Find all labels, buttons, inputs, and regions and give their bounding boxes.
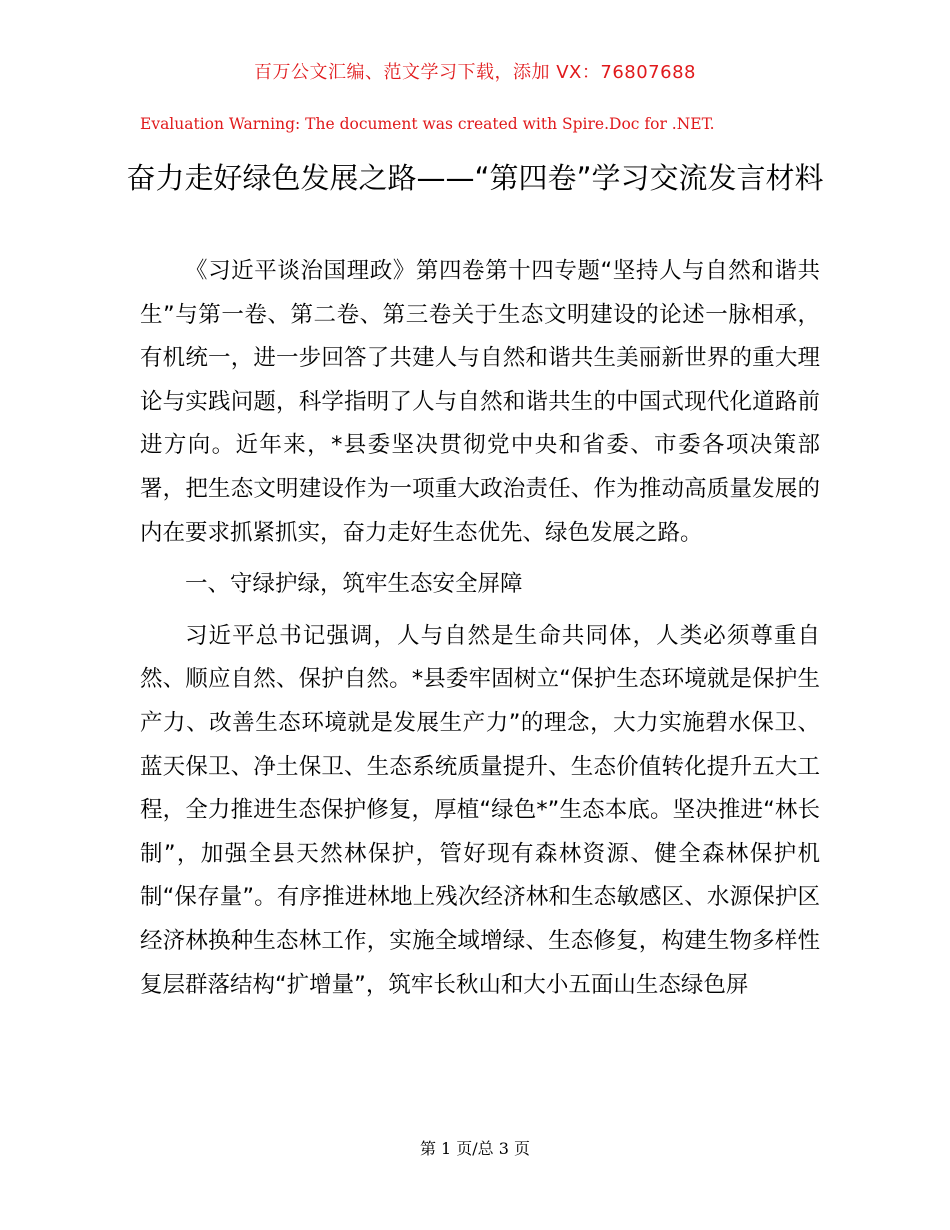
evaluation-warning: Evaluation Warning: The document was created with Spire.Doc for .NET. — [140, 115, 715, 133]
body-paragraph-intro: 《习近平谈治国理政》第四卷第十四专题“坚持人与自然和谐共生”与第一卷、第二卷、第三卷关于生态文明建设的论述一脉相承，有机统一，进一步回答了共建人与自然和谐共生美丽新世界的重大理论与实践问题，科学指明了人与自然和谐共生的中国式现代化道路前进方向。近年来，*县委坚决贯彻党中央和省委、市委各项决策部署，把生态文明建设作为一项重大政治责任、作为推动高质量发展的内在要求抓紧抓实，奋力走好生态优先、绿色发展之路。 — [140, 258, 820, 546]
section-heading-1: 一、守绿护绿，筑牢生态安全屏障 — [185, 571, 523, 598]
body-paragraph-section-1: 习近平总书记强调，人与自然是生命共同体，人类必须尊重自然、顺应自然、保护自然。*县委牢固树立“保护生态环境就是保护生产力、改善生态环境就是发展生产力”的理念，大力实施碧水保卫、蓝天保卫、净土保卫、生态系统质量提升、生态价值转化提升五大工程，全力推进生态保护修复，厚植“绿色*”生态本底。坚决推进“林长制”，加强全县天然林保护，管好现有森林资源、健全森林保护机制“保存量”。有序推进林地上残次经济林和生态敏感区、水源保护区经济林换种生态林工作，实施全域增绿、生态修复，构建生物多样性复层群落结构“扩增量”，筑牢长秋山和大小五面山生态绿色屏 — [140, 622, 820, 998]
header-banner: 百万公文汇编、范文学习下载，添加 VX：76807688 — [254, 62, 696, 83]
document-body — [140, 250, 820, 1007]
document-title: 奋力走好绿色发展之路——“第四卷”学习交流发言材料 — [126, 161, 824, 195]
page-indicator: 第 1 页/总 3 页 — [419, 1139, 531, 1158]
